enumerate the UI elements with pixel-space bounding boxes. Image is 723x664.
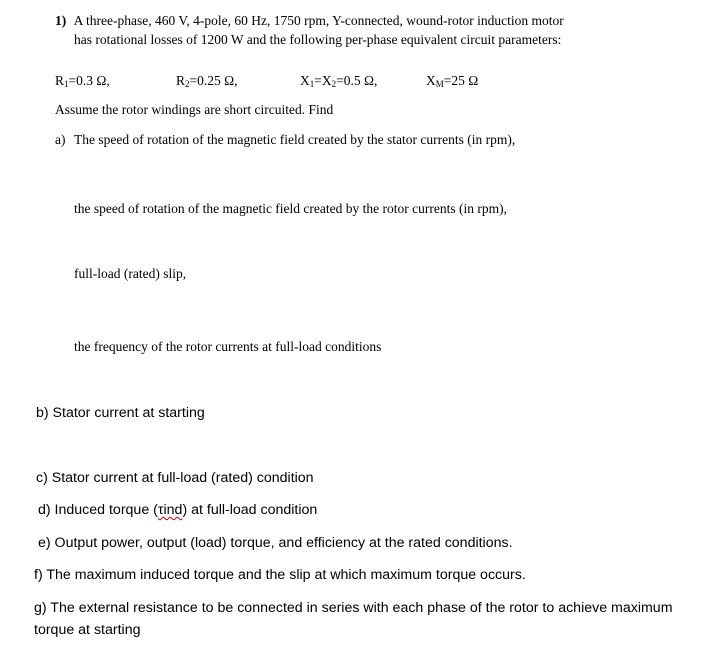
param-xm: $X_M=25$ Ω [426, 73, 479, 89]
problem-statement [55, 12, 564, 29]
part-g: g) The external resistance to be connected in series with each phase of the rotor to achieve maximum torque at starting [34, 600, 673, 638]
part-a-question-4: the frequency of the rotor currents at full-load conditions [74, 339, 382, 354]
spellcheck-word: τind [157, 502, 183, 518]
part-a-question-2: the speed of rotation of the magnetic field created by the rotor currents (in rpm), [74, 201, 507, 216]
part-a-label: a) [55, 132, 66, 147]
part-d: d) Induced torque (τind) at full-load condition [38, 502, 318, 518]
assume-text: Assume the rotor windings are short circuited. Find [55, 102, 334, 117]
param-x1-x2: $X_1=X_2=0.5$ Ω, [300, 73, 378, 89]
part-a-question-1: The speed of rotation of the magnetic field created by the stator currents (in rpm), [74, 132, 516, 147]
part-f: f) The maximum induced torque and the slip at which maximum torque occurs. [34, 567, 526, 583]
param-r2: $R_2=0.25$ Ω, [176, 73, 238, 89]
param-r1: $R_1=0.3$ Ω, [55, 73, 110, 89]
problem-number: 1) [55, 13, 67, 28]
part-e: e) Output power, output (load) torque, and efficiency at the rated conditions. [38, 535, 513, 551]
problem-intro-line1: A three-phase, 460 V, 4-pole, 60 Hz, 1750 rpm, Y-connected, wound-rotor induction motor [73, 13, 564, 28]
part-a-question-3: full-load (rated) slip, [74, 266, 187, 281]
part-b: b) Stator current at starting [36, 405, 205, 421]
problem-intro-line2: has rotational losses of 1200 W and the following per-phase equivalent circuit parameters: [74, 32, 562, 47]
part-c: c) Stator current at full-load (rated) condition [36, 470, 314, 486]
